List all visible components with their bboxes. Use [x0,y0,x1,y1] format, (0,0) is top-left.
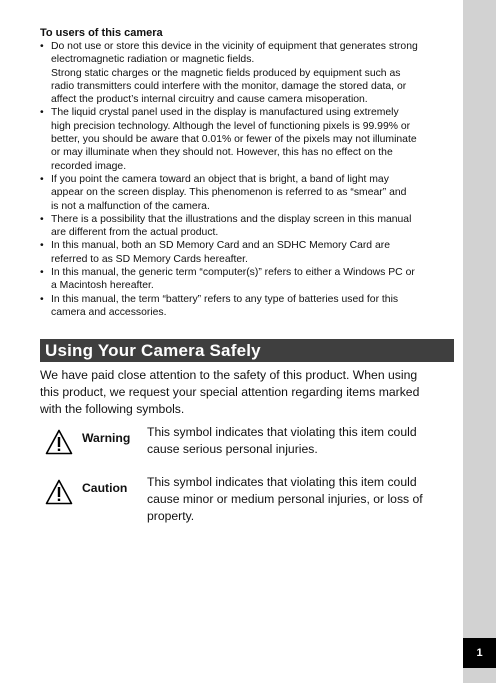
text-line: We have paid close attention to the safety of this product. When using [40,368,418,382]
notice-list-item [40,293,454,320]
text-line: this product, we request your special attention regarding items marked [40,385,420,399]
caution-description [147,474,452,525]
text-line: better, you should be aware that 0.01% or fewer of the pixels may not illuminate [51,134,417,146]
text-line: • If you point the camera toward an object that is bright, a band of light may [51,173,389,185]
text-line: electromagnetic radiation or magnetic fields. [51,54,255,66]
text-line: or may illuminate when they should not. However, this has no effect on the [51,147,393,159]
text-line: is not a malfunction of the camera. [51,200,210,212]
page-number: 1 [476,647,483,659]
warning-label: Warning [82,431,131,445]
notice-list-item [40,266,454,293]
section-header-bar [40,339,454,362]
text-line: are different from the actual product. [51,227,219,239]
notice-list-item [40,213,454,240]
text-line: • The liquid crystal panel used in the display is manufactured using extremely [51,107,399,119]
text-line: a Macintosh hereafter. [51,280,154,292]
page-number-tab [463,638,496,668]
text-line: appear on the screen display. This phenomenon is referred to as “smear” and [51,187,407,199]
text-line: cause serious personal injuries. [147,442,318,456]
section-title: Using Your Camera Safely [45,341,261,360]
notice-list-item [40,239,454,266]
warning-triangle-icon [45,429,73,455]
text-line: property. [147,509,195,523]
notice-list-item [40,106,454,172]
text-line: cause minor or medium personal injuries, or loss of [147,492,423,506]
users-notice [40,26,454,319]
text-line: This symbol indicates that violating this item could [147,425,417,439]
text-line: radio transmitters could interfere with the monitor, damage the stored data, or [51,80,407,92]
text-line: • There is a possibility that the illustrations and the display screen in this manual [51,213,412,225]
notice-list-item [40,40,454,106]
text-line: • Do not use or store this device in the vicinity of equipment that generates strong [51,41,418,52]
text-line: Strong static charges or the magnetic fields produced by equipment such as [51,67,401,79]
caution-label: Caution [82,481,128,495]
text-line: referred to as SD Memory Cards hereafter. [51,253,248,265]
text-line: with the following symbols. [40,402,185,416]
text-line: camera and accessories. [51,306,167,318]
text-line: recorded image. [51,160,127,172]
warning-triangle-icon [45,479,73,505]
warning-description [147,424,452,458]
text-line: high precision technology. Although the level of functioning pixels is 99.99% or [51,120,411,132]
text-line: • In this manual, both an SD Memory Card and an SDHC Memory Card are [51,240,390,252]
notice-list-item [40,173,454,213]
notice-list [40,40,454,319]
side-margin-strip [463,0,496,683]
safety-intro [40,367,460,418]
text-line: affect the product’s internal circuitry and cause camera misoperation. [51,94,368,106]
text-line: This symbol indicates that violating this item could [147,475,417,489]
text-line: • In this manual, the term “battery” refers to any type of batteries used for this [51,293,399,305]
users-notice-heading: To users of this camera [40,27,163,39]
text-line: • In this manual, the generic term “computer(s)” refers to either a Windows PC or [51,267,415,279]
